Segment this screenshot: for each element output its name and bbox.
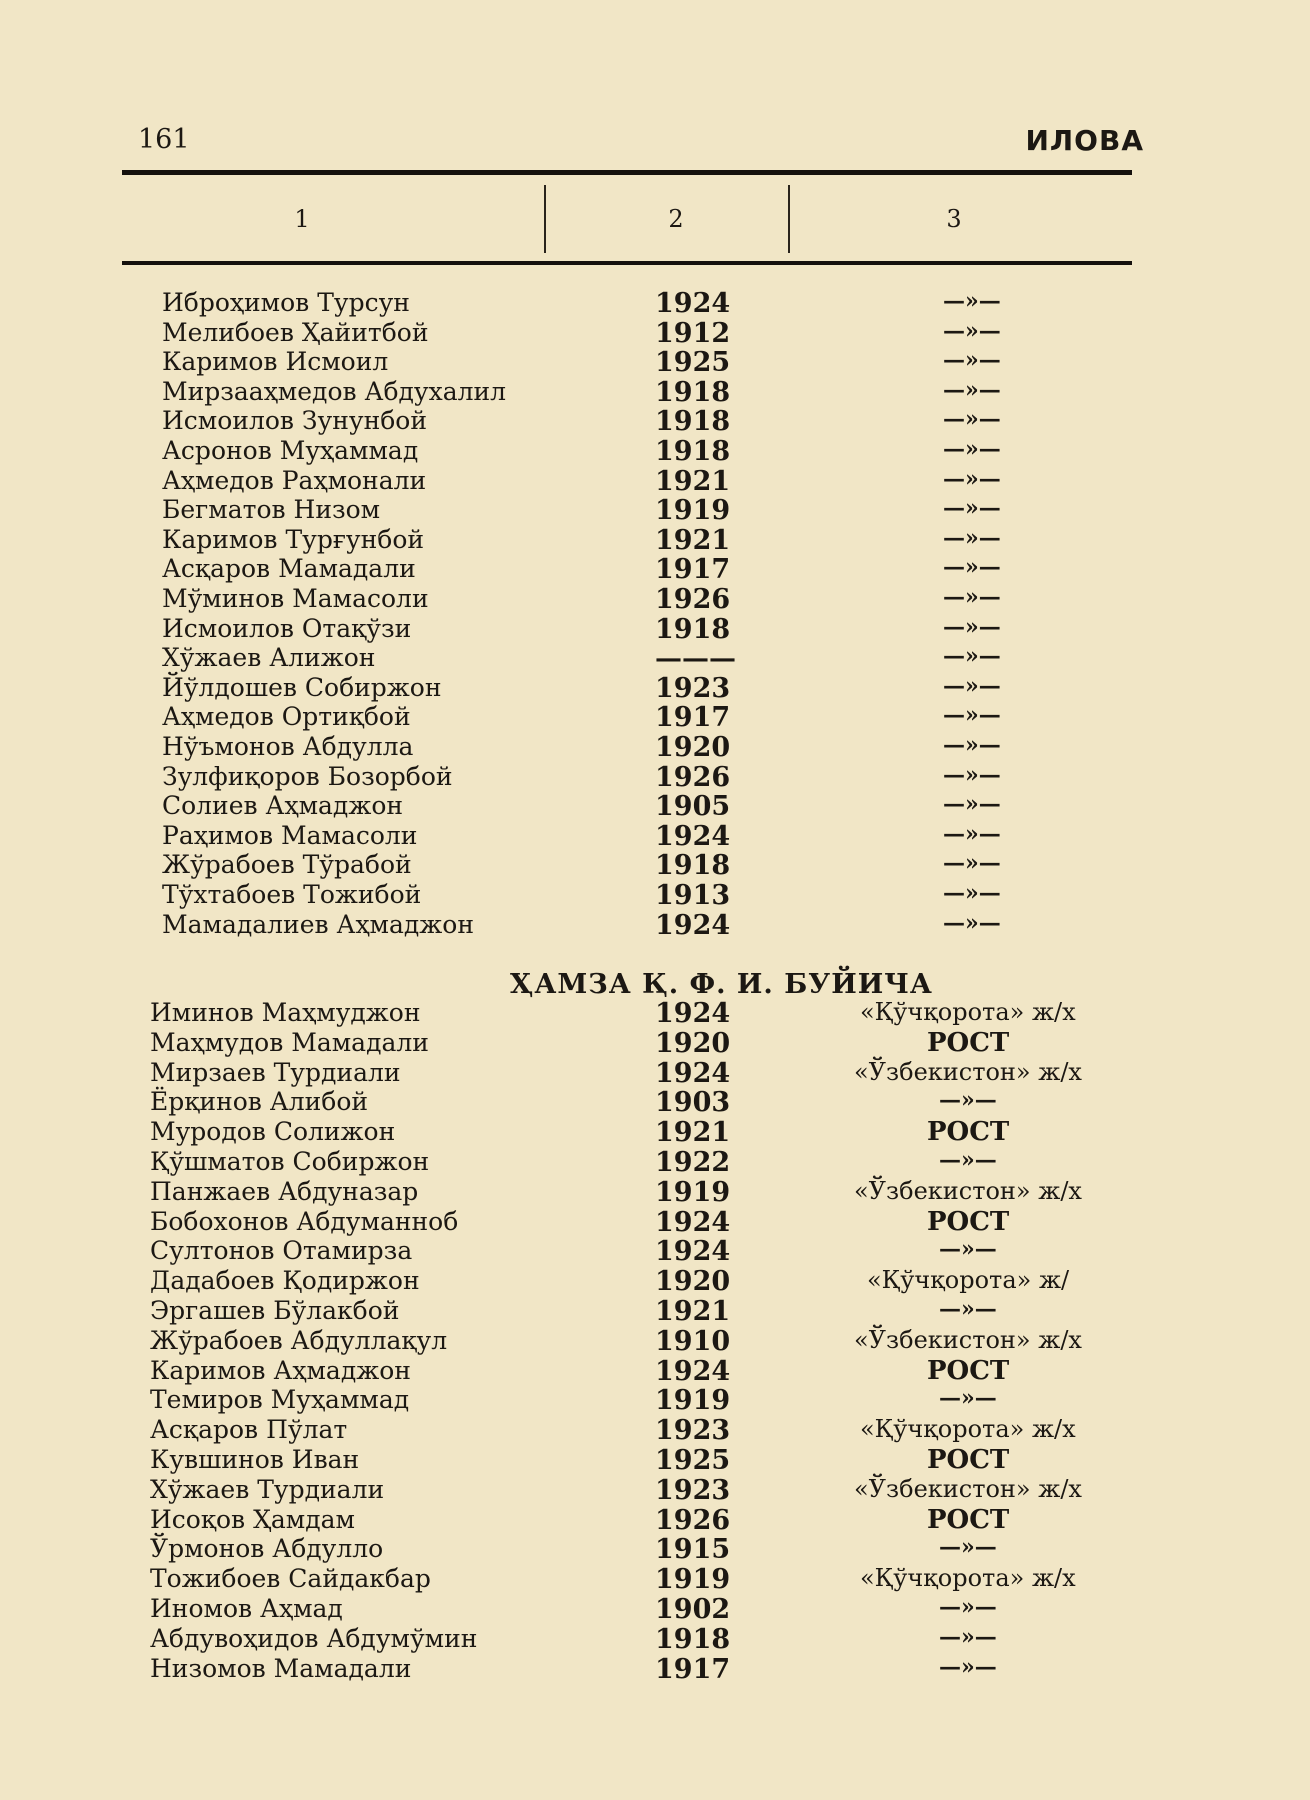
birth-year: 1920 [655,732,731,763]
table-row [0,1415,1310,1445]
table-row [0,1177,1310,1207]
organization: —»— [939,1296,997,1322]
person-name: Маҳмудов Мамадали [150,1027,429,1057]
birth-year: 1924 [655,1206,731,1238]
birth-year: 1910 [655,1325,731,1357]
birth-year: 1923 [655,1415,731,1447]
table-row [0,1534,1310,1564]
organization: «Ўзбекистон» ж/х [854,1176,1082,1205]
birth-year: 1924 [655,1236,731,1268]
table-row [0,377,1310,407]
organization: —»— [943,347,1001,374]
birth-year: 1919 [655,495,731,527]
person-name: Султонов Отамирза [150,1236,413,1266]
table-row [0,318,1310,348]
birth-year: 1919 [655,1385,731,1417]
organization: «Ўзбекистон» ж/х [854,1474,1082,1503]
birth-year: 1917 [655,554,731,586]
organization: —»— [943,613,1001,640]
person-name: Иминов Маҳмуджон [150,998,421,1027]
person-name: Кувшинов Иван [150,1445,360,1474]
page-number: 161 [138,124,190,155]
person-name: Муродов Солижон [150,1117,396,1147]
section-subheading: ҲАМЗА Қ. Ф. И. БУЙИЧА [510,969,933,1000]
organization: РОСТ [927,1117,1010,1148]
table-row [0,1117,1310,1147]
birth-year: 1920 [655,1266,731,1298]
birth-year: 1924 [655,1057,731,1089]
organization: —»— [939,1534,997,1561]
organization: —»— [943,288,1001,314]
table-row [0,643,1310,673]
person-name: Нўъмонов Абдулла [162,732,414,761]
person-name: Тожибоев Сайдакбар [150,1564,431,1594]
birth-year: 1919 [655,1176,731,1208]
table-row [0,821,1310,851]
organization: «Қўчқорота» ж/х [860,1415,1076,1444]
birth-year: 1917 [655,1653,731,1685]
birth-year: 1924 [655,288,731,319]
page-header [138,124,1144,160]
organization: —»— [943,643,1001,670]
organization: —»— [943,317,1001,344]
table-row [0,1475,1310,1505]
organization: РОСТ [927,1206,1010,1237]
organization: «Қўчқорота» ж/х [860,998,1076,1026]
person-name: Асронов Муҳаммад [162,436,419,465]
organization: —»— [943,850,1001,877]
birth-year: 1918 [655,406,731,438]
organization: —»— [943,495,1001,522]
table-row [0,1296,1310,1326]
table-row [0,436,1310,466]
person-name: Қўшматов Собиржон [150,1147,430,1176]
table-row [0,850,1310,880]
table-row [0,702,1310,732]
birth-year: 1921 [655,1296,731,1327]
person-name: Панжаев Абдуназар [150,1176,419,1206]
organization: «Ўзбекистон» ж/х [854,1325,1082,1354]
table-row [0,673,1310,703]
birth-year: 1921 [655,465,731,497]
table-row [0,347,1310,377]
person-name: Исоқов Ҳамдам [150,1504,355,1534]
person-name: Асқаров Мамадали [162,554,416,584]
person-name: Мирзаев Турдиали [150,1057,401,1087]
birth-year: 1918 [655,1623,731,1655]
person-name: Каримов Исмоил [162,347,389,377]
organization: —»— [943,791,1001,818]
person-name: Темиров Муҳаммад [150,1385,410,1415]
table-row [0,525,1310,555]
organization: РОСТ [927,1504,1010,1535]
header-bottom-rule [122,261,1132,265]
birth-year: 1918 [655,613,731,645]
table-row [0,1385,1310,1415]
table-row [0,1594,1310,1624]
table-row [0,1505,1310,1535]
table-row [0,998,1310,1028]
organization: —»— [943,406,1001,433]
table-row [0,495,1310,525]
person-name: Зулфиқоров Бозорбой [162,761,453,791]
person-name: Раҳимов Мамасоли [162,820,418,850]
birth-year: 1925 [655,1445,731,1476]
organization: —»— [939,1653,997,1680]
person-name: Тўхтабоев Тожибой [162,880,422,909]
person-name: Аҳмедов Раҳмонали [162,465,427,495]
birth-year: 1925 [655,347,731,379]
birth-year: 1918 [655,376,731,408]
organization: —»— [943,732,1001,758]
column-header-1: 1 [294,205,310,233]
section-title: ИЛОВА [1025,124,1144,157]
organization: «Ўзбекистон» ж/х [854,1057,1082,1086]
birth-year: 1915 [655,1534,731,1566]
organization: —»— [939,1623,997,1650]
birth-year: 1926 [655,1504,731,1536]
table-row [0,1028,1310,1058]
organization: РОСТ [927,1027,1010,1058]
birth-year: 1923 [655,1474,731,1506]
organization: —»— [939,1147,997,1173]
birth-year: 1917 [655,702,731,734]
organization: РОСТ [927,1445,1010,1475]
birth-year: 1913 [655,880,731,911]
table-row [0,584,1310,614]
table-row [0,1654,1310,1684]
person-name: Исмоилов Зунунбой [162,406,428,436]
column-header-3: 3 [946,205,962,233]
column-header-2: 2 [668,205,684,233]
table-row [0,554,1310,584]
table-row [0,880,1310,910]
organization: —»— [943,554,1001,581]
birth-year: 1918 [655,436,731,467]
birth-year: 1902 [655,1594,731,1625]
organization: —»— [943,880,1001,906]
person-name: Ёрқинов Алибой [150,1087,369,1117]
birth-year: 1926 [655,584,731,615]
table-row [0,1356,1310,1386]
birth-year: 1924 [655,998,731,1029]
organization: «Қўчқорота» ж/х [860,1564,1076,1593]
table-row [0,1564,1310,1594]
table-row [0,406,1310,436]
birth-year: 1920 [655,1027,731,1059]
organization: —»— [943,465,1001,492]
organization: —»— [943,909,1001,936]
birth-year: 1923 [655,672,731,704]
person-name: Хўжаев Алижон [162,643,376,673]
person-name: Дадабоев Қодиржон [150,1266,420,1296]
table-row [0,1326,1310,1356]
organization: —»— [943,761,1001,788]
table-row [0,614,1310,644]
person-name: Йўлдошев Собиржон [162,672,442,702]
column-header-row [122,175,1132,261]
organization: —»— [939,1087,997,1114]
table-row [0,1207,1310,1237]
person-name: Ўрмонов Абдулло [150,1534,384,1564]
birth-year: 1924 [655,909,731,941]
person-name: Абдувоҳидов Абдумўмин [150,1623,478,1653]
person-name: Жўрабоев Абдуллақул [150,1325,448,1355]
table-row [0,791,1310,821]
table-row [0,762,1310,792]
person-name: Эргашев Бўлакбой [150,1296,400,1325]
birth-year: 1905 [655,791,731,823]
table-row [0,466,1310,496]
birth-year: 1921 [655,1117,731,1149]
table-row [0,732,1310,762]
table-row [0,1266,1310,1296]
table-row [0,1236,1310,1266]
table-row [0,288,1310,318]
organization: —»— [939,1594,997,1620]
person-name: Исмоилов Отақўзи [162,613,412,643]
person-name: Солиев Аҳмаджон [162,791,404,821]
table-row [0,1087,1310,1117]
organization: —»— [943,436,1001,462]
birth-year: 1918 [655,850,731,882]
organization: —»— [943,820,1001,847]
table-row [0,1147,1310,1177]
person-name: Мелибоев Ҳайитбой [162,317,429,347]
table-row [0,910,1310,940]
table-row [0,1624,1310,1654]
birth-year: 1919 [655,1564,731,1596]
person-name: Хўжаев Турдиали [150,1474,385,1504]
person-name: Иномов Аҳмад [150,1594,343,1623]
birth-year: ——— [655,643,736,675]
organization: —»— [943,584,1001,610]
column-divider [544,185,546,253]
column-divider [788,185,790,253]
organization: —»— [943,524,1001,551]
table-row [0,1058,1310,1088]
organization: —»— [943,702,1001,729]
person-name: Бегматов Низом [162,495,381,525]
organization: РОСТ [927,1355,1010,1386]
person-name: Жўрабоев Тўрабой [162,850,412,880]
birth-year: 1903 [655,1087,731,1119]
person-name: Асқаров Пўлат [150,1415,348,1445]
person-name: Иброҳимов Турсун [162,288,410,317]
person-name: Низомов Мамадали [150,1653,412,1683]
person-name: Мўминов Мамасоли [162,584,429,613]
person-name: Каримов Аҳмаджон [150,1355,411,1385]
person-name: Каримов Турғунбой [162,524,425,554]
organization: —»— [943,376,1001,403]
table-row [0,1445,1310,1475]
organization: —»— [939,1385,997,1412]
birth-year: 1924 [655,1355,731,1387]
organization: —»— [943,672,1001,699]
organization: —»— [939,1236,997,1263]
organization: «Қўчқорота» ж/ [867,1266,1070,1295]
birth-year: 1926 [655,761,731,793]
birth-year: 1921 [655,524,731,556]
person-name: Мирзааҳмедов Абдухалил [162,376,507,406]
birth-year: 1922 [655,1147,731,1178]
birth-year: 1912 [655,317,731,349]
person-name: Бобохонов Абдуманноб [150,1206,459,1236]
person-name: Аҳмедов Ортиқбой [162,702,411,732]
birth-year: 1924 [655,820,731,852]
person-name: Мамадалиев Аҳмаджон [162,909,474,939]
